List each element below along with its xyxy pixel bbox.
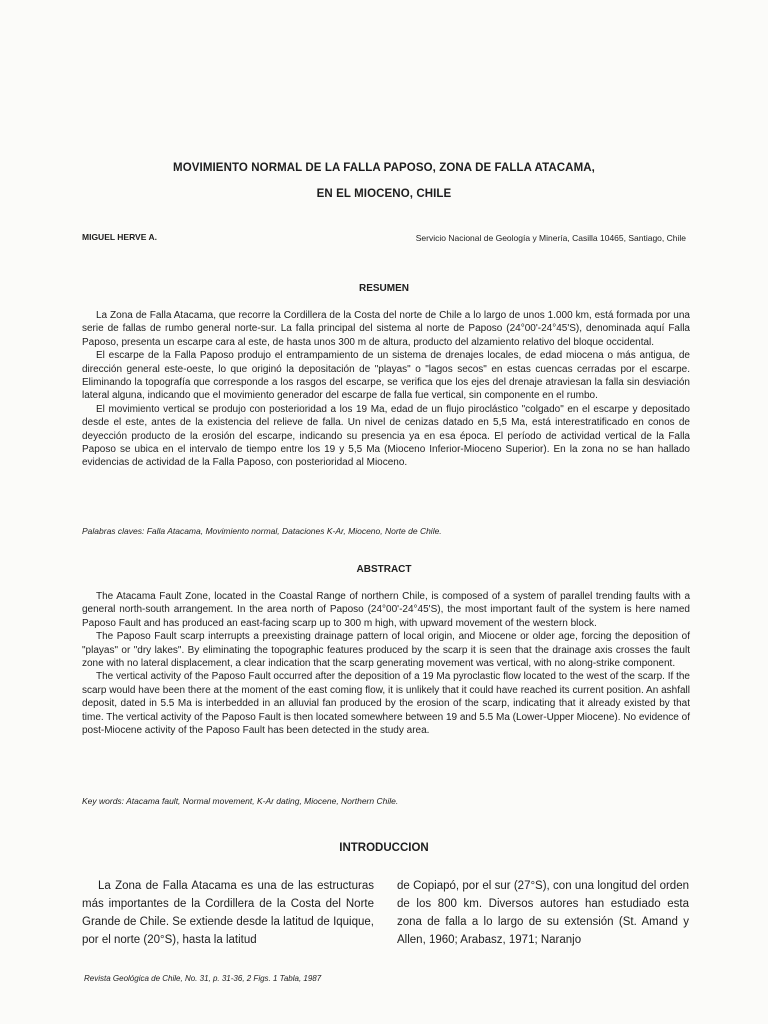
abstract-paragraph: The Atacama Fault Zone, located in the Coastal Range of northern Chile, is composed of a system of parallel trending faults with a general north-south arrangement. In the area north of Paposo (24°00'-24°45'S), the most important fault of the system is here named Paposo Fault and has produced an east-facing scarp up to 300 m high, with upward movement of the western block.: [82, 591, 690, 629]
resumen-paragraph: El movimiento vertical se produjo con posterioridad a los 19 Ma, edad de un flujo piroclástico "colgado" en el escarpe y depositado desde el este, antes de la existencia del relieve de falla. Un nivel de cenizas datado en 5,5 Ma, está interestratificado en conos de deyección producto de la erosión del escarpe, indicando su presencia ya en esa época. El período de actividad vertical de la Falla Paposo se ubica en el intervalo de tiempo entre los 19 y 5,5 Ma (Mioceno Inferior-Mioceno Superior). En la zona no se han hallado evidencias de actividad de la Falla Paposo, con posterioridad al Mioceno.: [82, 403, 690, 469]
abstract-paragraph: The vertical activity of the Paposo Fault occurred after the deposition of a 19 Ma pyroclastic flow located to the west of the scarp. If the scarp would have been there at the moment of the east coming flow, it is unlikely that it could have reached its current position. An ashfall deposit, dated in 5.5 Ma is interbedded in an alluvial fan produced by the erosion of the scarp, indicating that it already existed by that time. The vertical activity of the Paposo Fault is then located somewhere between 19 and 5.5 Ma (Lower-Upper Miocene). No evidence of post-Miocene activity of the Paposo Fault has been detected in the study area.: [82, 671, 690, 737]
paper-title-line-2: EN EL MIOCENO, CHILE: [316, 188, 452, 200]
author-name: MIGUEL HERVE A.: [82, 232, 157, 242]
intro-column-left: [82, 877, 374, 949]
introduccion-heading: INTRODUCCION: [339, 842, 429, 854]
abstract-heading: ABSTRACT: [356, 564, 412, 575]
abstract-body: [82, 590, 690, 737]
intro-column-right: [397, 877, 689, 949]
key-words: Key words: Atacama fault, Normal movement, K-Ar dating, Miocene, Northern Chile.: [82, 796, 399, 806]
resumen-heading: RESUMEN: [358, 283, 409, 294]
resumen-paragraph: La Zona de Falla Atacama, que recorre la Cordillera de la Costa del norte de Chile a lo largo de unos 1.000 km, está formada por una serie de fallas de rumbo general norte-sur. La falla principal del sistema al norte de Paposo (24°00'-24°45'S), denominada aquí Falla Paposo, presenta un escarpe cara al este, de hasta unos 300 m de altura, producto del alzamiento relativo del bloque occidental.: [82, 310, 690, 348]
paper-title-line-1: MOVIMIENTO NORMAL DE LA FALLA PAPOSO, ZONA DE FALLA ATACAMA,: [173, 162, 595, 174]
abstract-paragraph: The Paposo Fault scarp interrupts a preexisting drainage pattern of local origin, and Miocene or older age, forcing the deposition of "playas" or "dry lakes". By eliminating the topographic features produced by the scarp it is seen that the drainage axis crosses the fault zone with no lateral displacement, a clear indication that the scarp generating movement was vertical, with no along-strike component.: [82, 631, 690, 670]
resumen-paragraph: El escarpe de la Falla Paposo produjo el entrampamiento de un sistema de drenajes locales, de edad miocena o más antigua, de dirección general este-oeste, lo que originó la depositación de "playas" o "lagos secos" en estas cuencas cerradas por el escarpe. Eliminando la topografía que corresponde a los rasgos del escarpe, se verifica que los ejes del drenaje atraviesan la falla sin desviación lateral alguna, indicando que el movimiento generador del escarpe de falla fue vertical, sin componente en el rumbo.: [82, 350, 690, 402]
palabras-claves: Palabras claves: Falla Atacama, Movimiento normal, Dataciones K-Ar, Mioceno, Norte de Chile.: [82, 526, 442, 536]
intro-paragraph-left: La Zona de Falla Atacama es una de las estructuras más importantes de la Cordillera de la Costa del Norte Grande de Chile. Se extiende desde la latitud de Iquique, por el norte (20°S), hasta la latitud: [82, 880, 374, 946]
journal-citation-footer: Revista Geológica de Chile, No. 31, p. 31-36, 2 Figs. 1 Tabla, 1987: [84, 974, 322, 983]
author-affiliation: Servicio Nacional de Geología y Minería, Casilla 10465, Santiago, Chile: [415, 233, 686, 243]
resumen-body: [82, 309, 690, 470]
intro-paragraph-right: de Copiapó, por el sur (27°S), con una longitud del orden de los 800 km. Diversos autores han estudiado esta zona de falla a lo largo de su extensión (St. Amand y Allen, 1960; Arabasz, 1971; Naranjo: [397, 880, 689, 946]
